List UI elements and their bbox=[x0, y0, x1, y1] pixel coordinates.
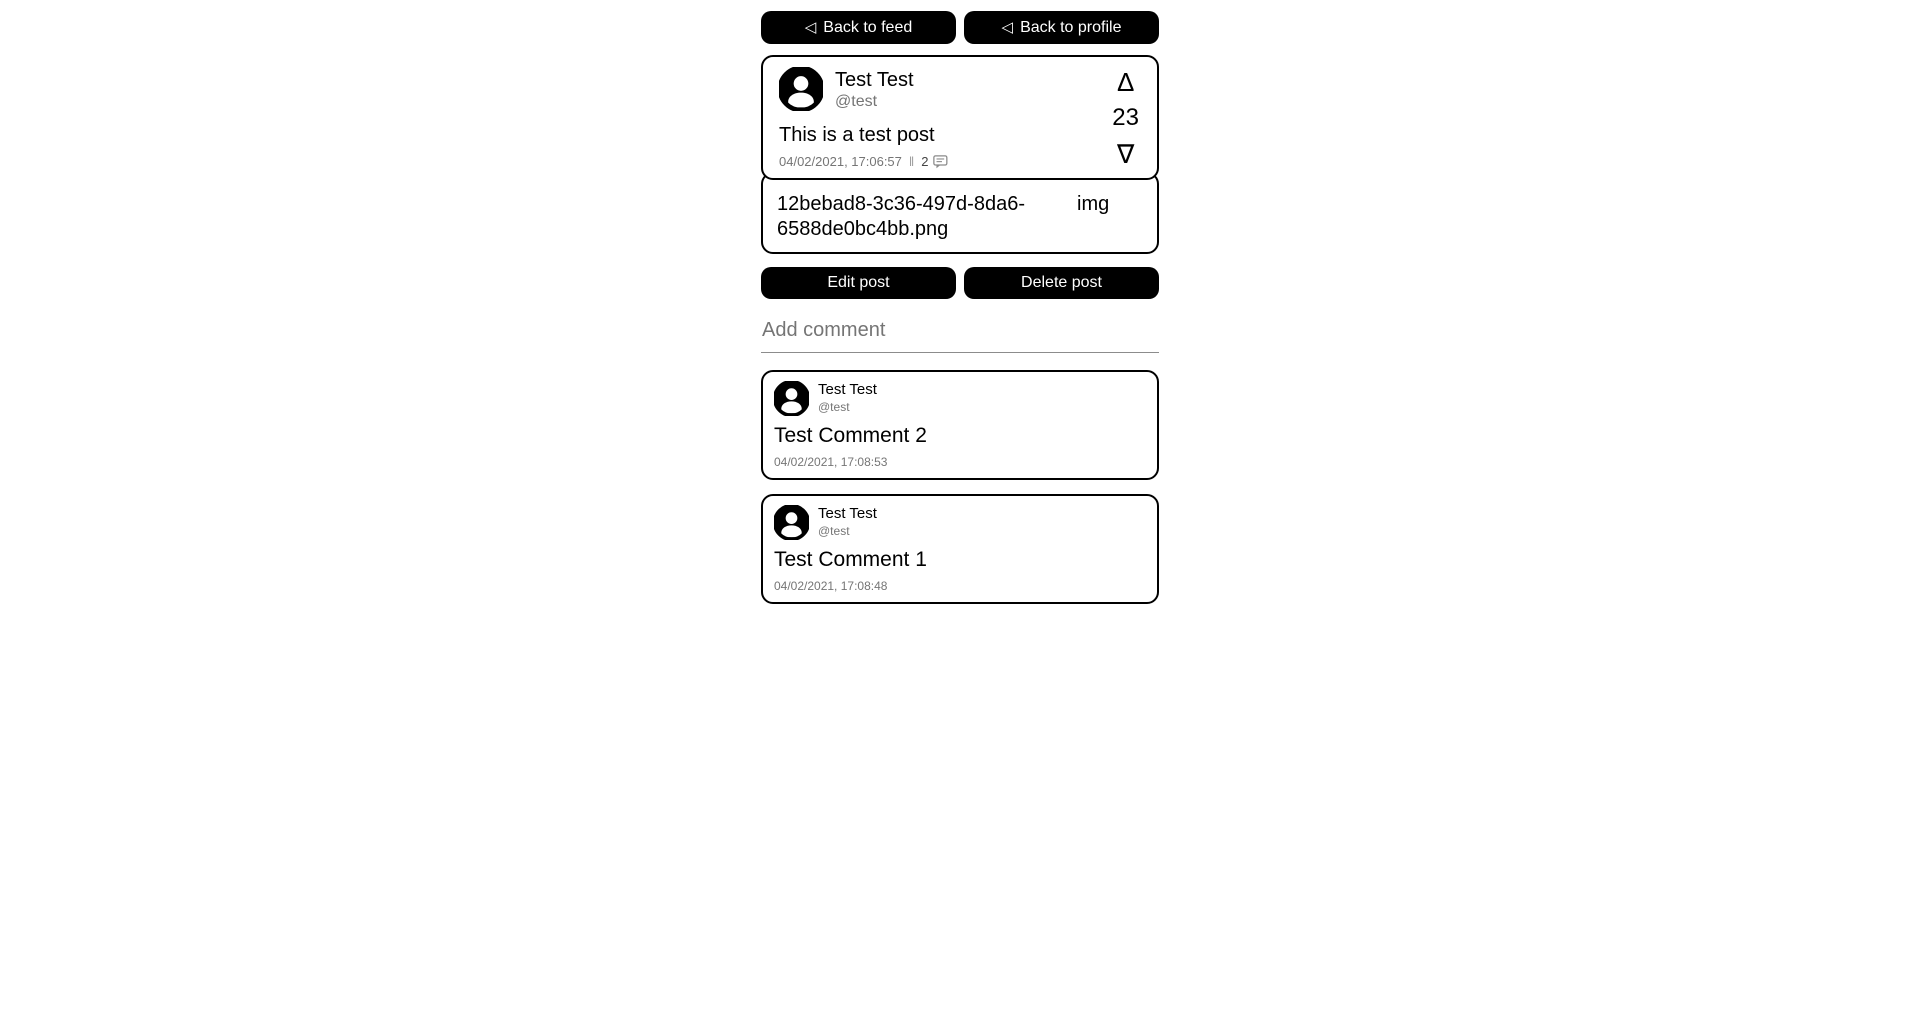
comment-timestamp: 04/02/2021, 17:08:53 bbox=[774, 455, 888, 470]
back-arrow-icon: ◁ bbox=[1001, 19, 1014, 36]
comment-timestamp: 04/02/2021, 17:08:48 bbox=[774, 579, 888, 594]
comment-card bbox=[761, 494, 1159, 604]
back-arrow-icon: ◁ bbox=[804, 19, 817, 36]
post-timestamp: 04/02/2021, 17:06:57 bbox=[779, 154, 902, 170]
attachment-type-label: img bbox=[1077, 193, 1110, 216]
post-detail-page bbox=[761, 0, 1159, 604]
vote-column bbox=[1102, 67, 1141, 169]
meta-separator: ‖ bbox=[908, 154, 915, 170]
downvote-button[interactable]: ∇ bbox=[1116, 139, 1135, 170]
post-actions-row bbox=[761, 267, 1159, 299]
back-to-feed-label: Back to feed bbox=[823, 18, 913, 36]
post-header bbox=[779, 67, 1102, 111]
post-author-handle: @test bbox=[835, 93, 878, 110]
attachment-filename: 12bebad8-3c36-497d-8da6-6588de0bc4bb.png bbox=[777, 193, 1025, 241]
attachment-item[interactable] bbox=[761, 172, 1159, 254]
vote-count: 23 bbox=[1112, 104, 1139, 132]
comment-author-handle: @test bbox=[818, 399, 850, 414]
back-to-profile-button[interactable] bbox=[964, 11, 1159, 44]
comment-text: Test Comment 2 bbox=[774, 424, 927, 448]
add-comment-input[interactable] bbox=[761, 315, 1159, 353]
post-card bbox=[761, 55, 1159, 180]
post-author-avatar-icon bbox=[779, 67, 823, 111]
delete-post-button[interactable]: Delete post bbox=[964, 267, 1159, 299]
comment-author-avatar-icon bbox=[774, 505, 809, 540]
post-author-name: Test Test bbox=[835, 69, 914, 91]
comment-card bbox=[761, 370, 1159, 480]
comment-author-handle: @test bbox=[818, 524, 850, 539]
comment-text: Test Comment 1 bbox=[774, 548, 927, 572]
comments-bubble-icon bbox=[933, 155, 948, 169]
comment-author-name: Test Test bbox=[818, 381, 877, 399]
upvote-button[interactable]: Δ bbox=[1116, 67, 1135, 97]
post-meta-row bbox=[779, 154, 1102, 169]
comment-author-avatar-icon bbox=[774, 381, 809, 416]
comment-author-name: Test Test bbox=[818, 505, 877, 523]
back-to-feed-button[interactable] bbox=[761, 11, 956, 44]
nav-row bbox=[761, 11, 1159, 44]
post-content-text: This is a test post bbox=[779, 124, 935, 147]
comment-count: 2 bbox=[921, 154, 929, 170]
edit-post-button[interactable]: Edit post bbox=[761, 267, 956, 299]
back-to-profile-label: Back to profile bbox=[1020, 18, 1122, 36]
